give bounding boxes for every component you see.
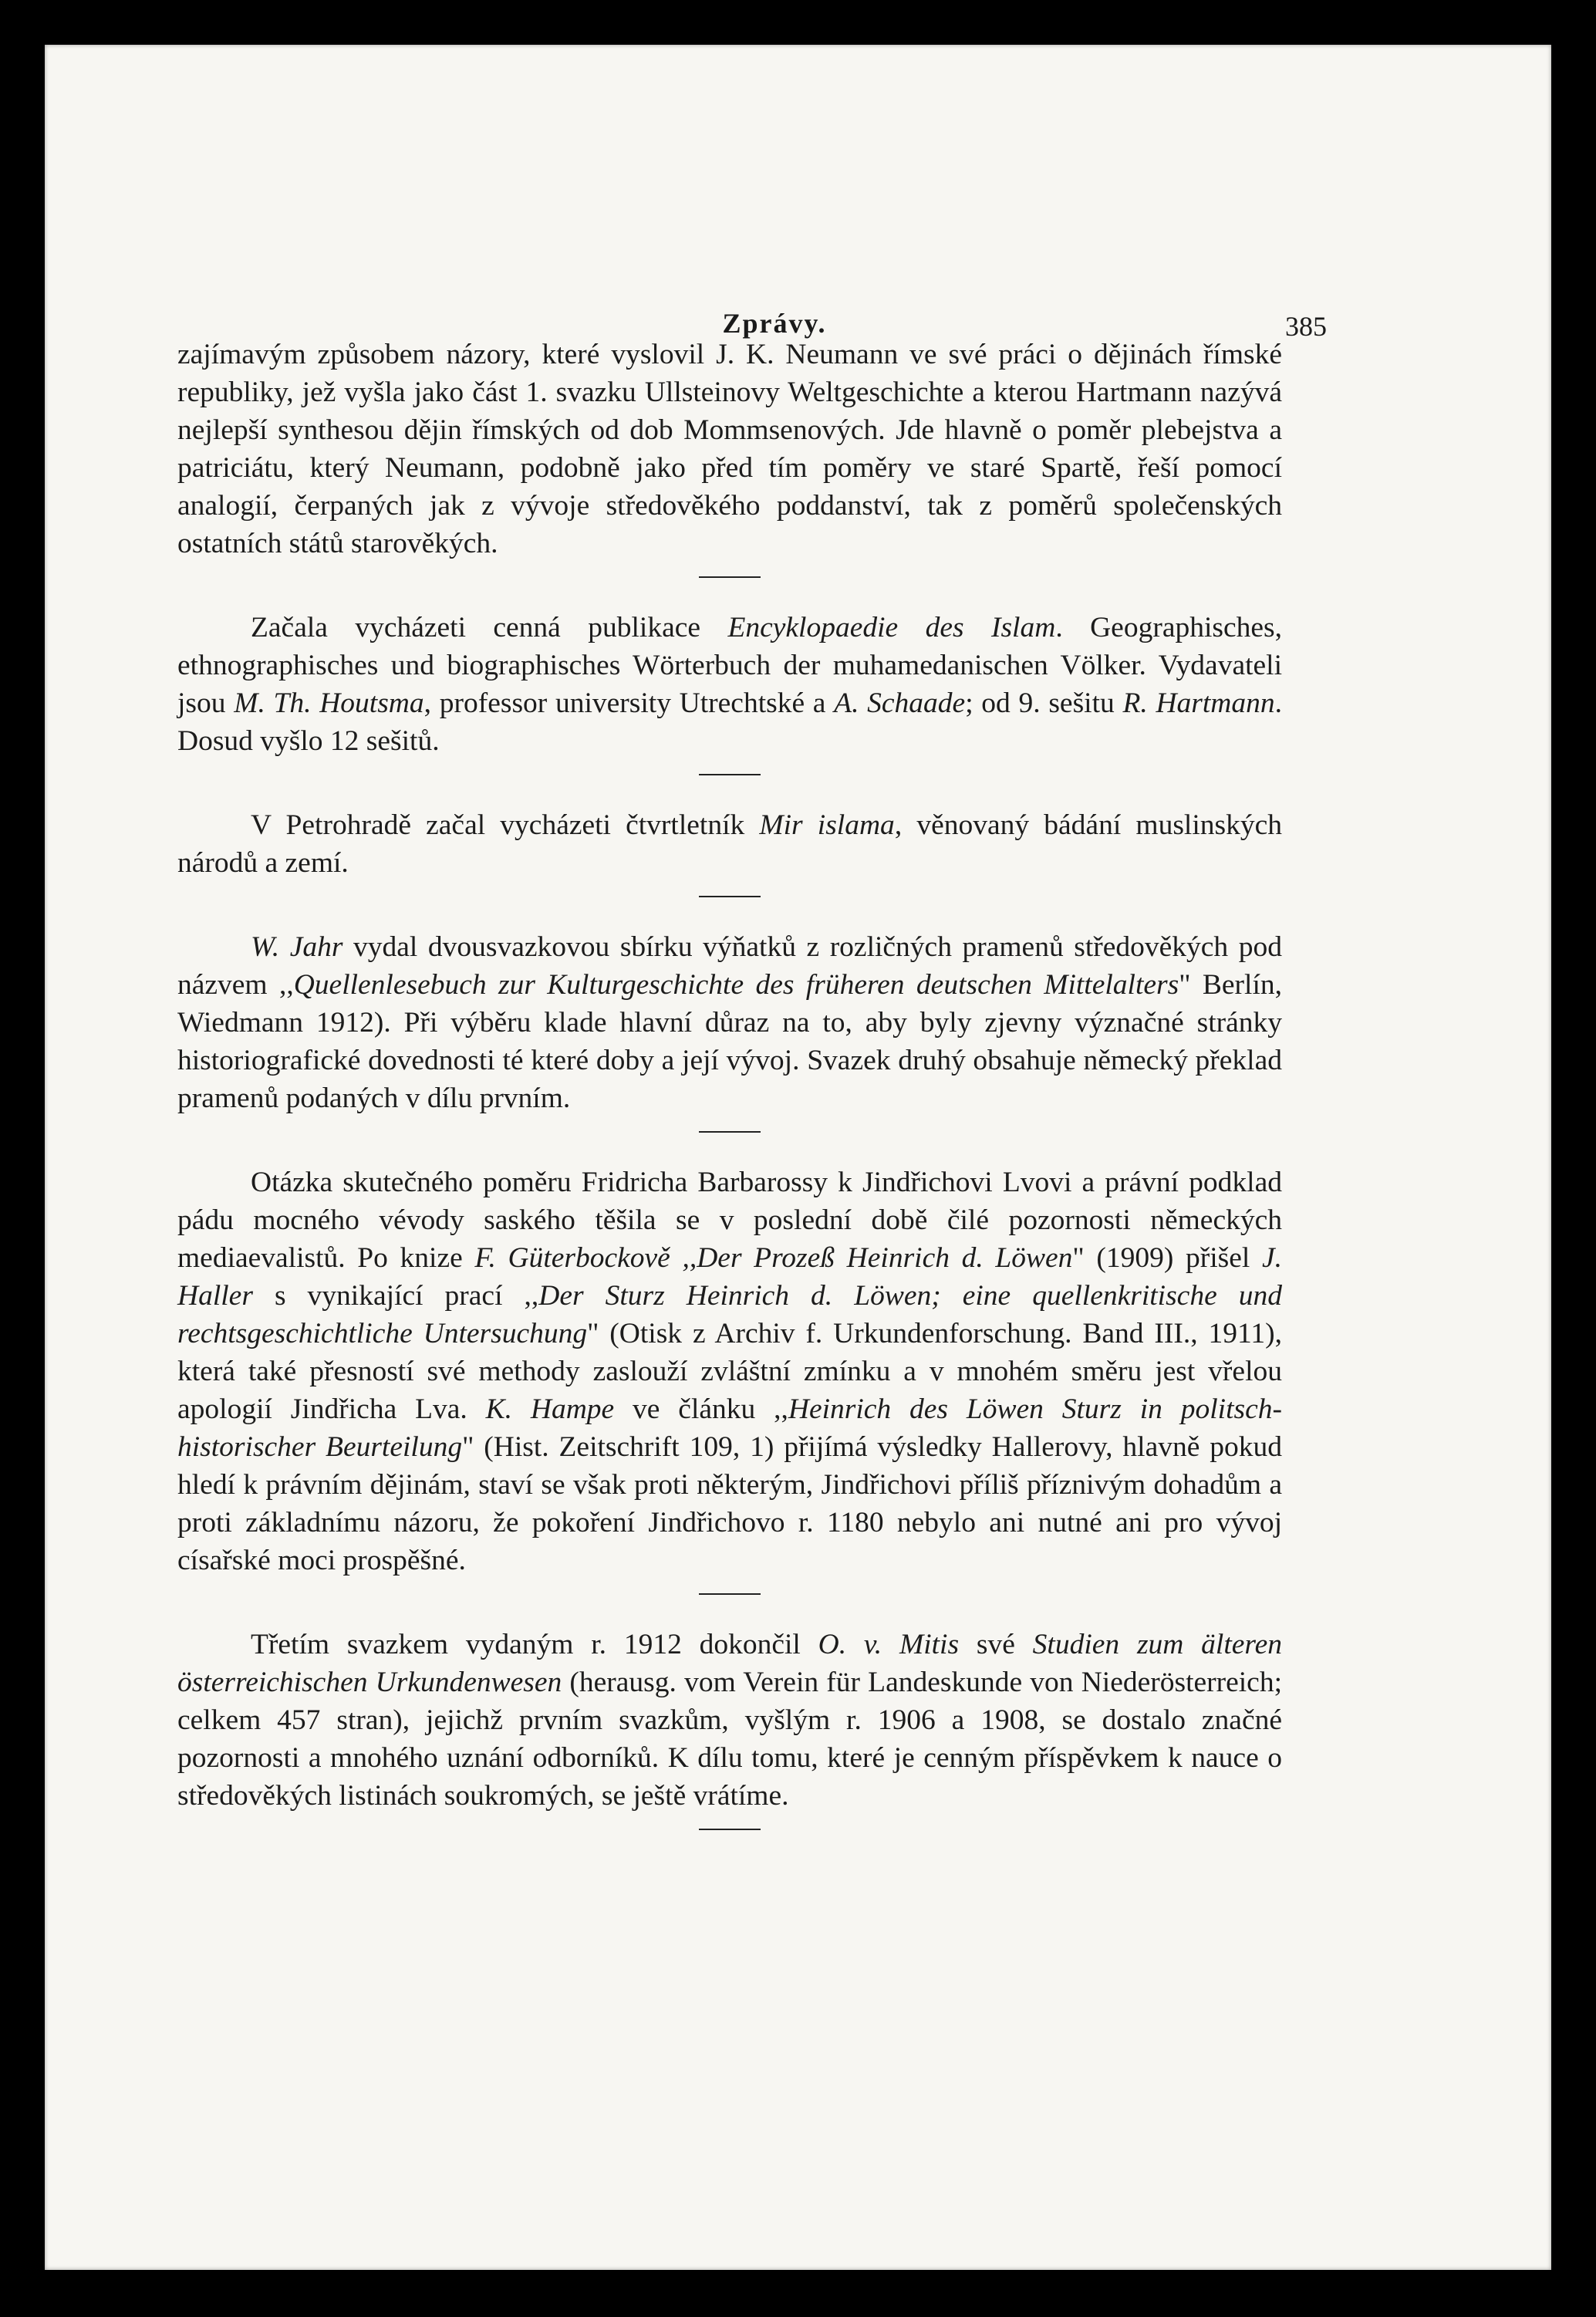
article-body bbox=[177, 336, 1282, 1861]
paragraph-barbarossa: Otázka skutečného poměru Fridricha Barbarossy k Jindřichovi Lvovi a právní podklad pádu mocného vévody saského těšila se v poslední době čilé pozornosti německých mediaevalistů. Po knize F. Güterbockově ,,Der Prozeß Heinrich d. Löwen" (1909) přišel J. Haller s vynikající prací ,,Der Sturz Heinrich d. Löwen; eine quellenkritische und rechtsgeschichtliche Untersuchung" (Otisk z Archiv f. Urkundenforschung. Band III., 1911), která také přesností své methody zaslouží zvláštní zmínku a v mnohém směru jest vřelou apologií Jindřicha Lva. K. Hampe ve článku ,,Heinrich des Löwen Sturz in politsch-historischer Beurteilung" (Hist. Zeitschrift 109, 1) přijímá výsledky Hallerovy, hlavně pokud hledí k právním dějinám, staví se však proti některým, Jindřichovi příliš příznivým dohadům a proti základnímu názoru, že pokoření Jindřichovo r. 1180 nebylo ani nutné ani pro vývoj císařské moci prospěšné. bbox=[177, 1167, 1282, 1576]
header-title: Zprávy. bbox=[722, 308, 827, 339]
paragraph-jahr: W. Jahr vydal dvousvazkovou sbírku výňatků z rozličných pramenů středověkých pod názvem ,,Quellenlesebuch zur Kulturgeschichte des früheren deutschen Mittelalters" Berlín, Wiedmann 1912). Při výběru klade hlavní důraz na to, aby byly zjevny význačné stránky historiografické dovednosti té které doby a její vývoj. Svazek druhý obsahuje německý překlad pramenů podaných v dílu prvním. bbox=[177, 931, 1282, 1114]
section-divider bbox=[699, 1131, 761, 1133]
paragraph-mir-islama: V Petrohradě začal vycházeti čtvrtletník Mir islama, věnovaný bádání muslinských národů a zemí. bbox=[177, 809, 1282, 879]
page-number: 385 bbox=[1285, 311, 1327, 342]
section-divider bbox=[699, 774, 761, 775]
paragraph-mitis: Třetím svazkem vydaným r. 1912 dokončil O. v. Mitis své Studien zum älteren österreichischen Urkundenwesen (herausg. vom Verein für Landeskunde von Niederösterreich; celkem 457 stran), jejichž prvním svazkům, vyšlým r. 1906 a 1908, se dostalo značné pozornosti a mnohého uznání odborníků. K dílu tomu, které je cenným příspěvkem k nauce o středověkých listinách soukromých, se ještě vrátíme. bbox=[177, 1629, 1282, 1812]
paragraph-encyklopaedie: Začala vycházeti cenná publikace Encyklopaedie des Islam. Geographisches, ethnographisches und biographisches Wörterbuch der muhamedanischen Völker. Vydavateli jsou M. Th. Houtsma, professor university Utrechtské a A. Schaade; od 9. sešitu R. Hartmann. Dosud vyšlo 12 sešitů. bbox=[177, 612, 1283, 757]
paragraph-neumann: zajímavým způsobem názory, které vyslovil J. K. Neumann ve své práci o dějinách římské republiky, jež vyšla jako část 1. svazku Ullsteinovy Weltgeschichte a kterou Hartmann nazývá nejlepší synthesou dějin římských od dob Mommsenových. Jde hlavně o poměr plebejstva a patriciátu, který Neumann, podobně jako před tím poměry ve staré Spartě, řeší pomocí analogií, čerpaných jak z vývoje středověkého poddanství, tak z poměrů společenských ostatních států starověkých. bbox=[177, 339, 1282, 559]
section-divider bbox=[699, 1593, 761, 1595]
section-divider bbox=[699, 1829, 761, 1830]
section-divider bbox=[699, 576, 761, 578]
section-divider bbox=[699, 896, 761, 897]
